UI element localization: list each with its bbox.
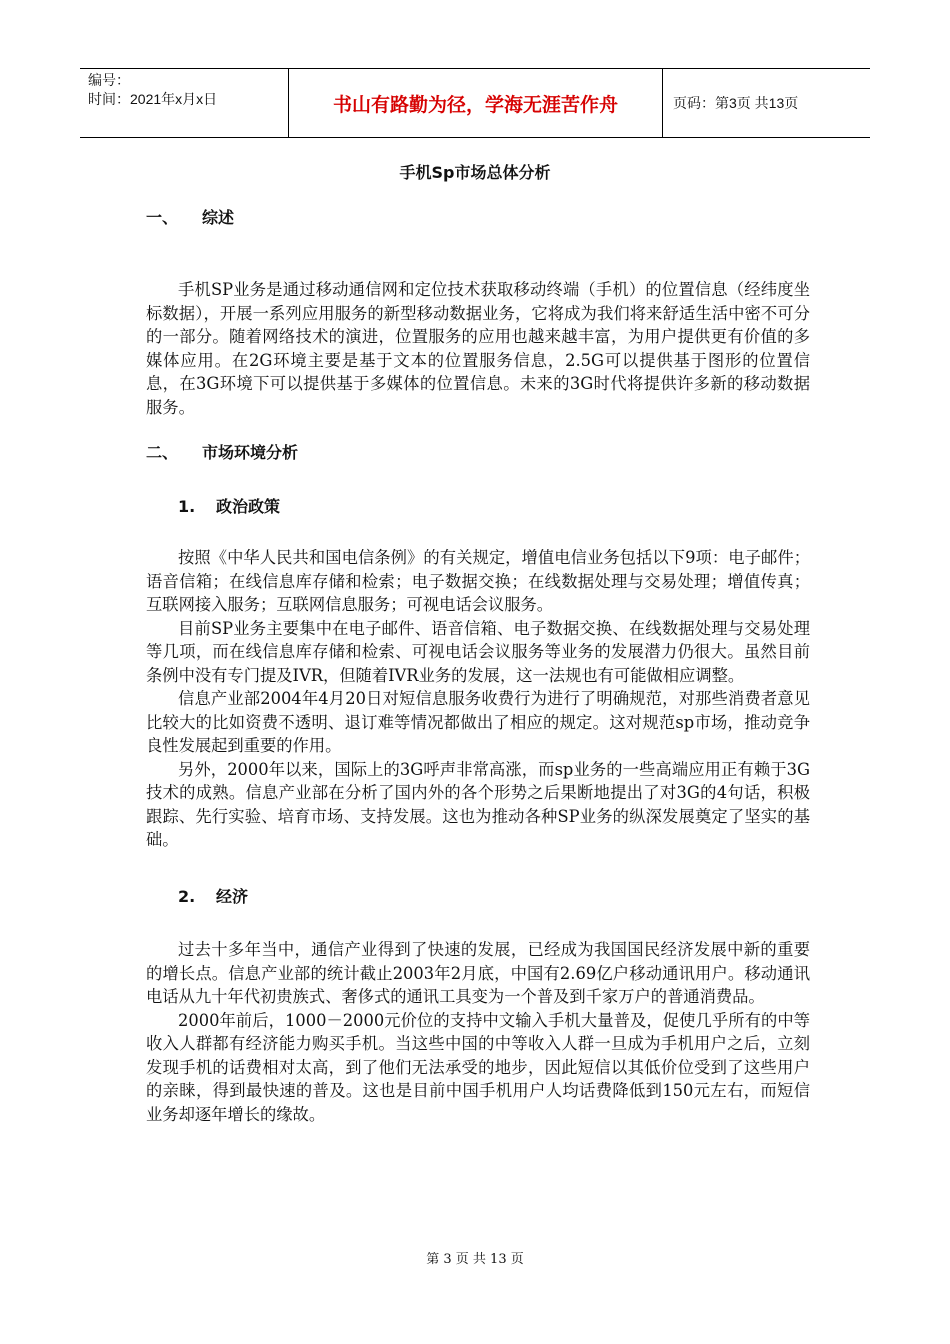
section-number: 二、 <box>146 443 179 462</box>
header-page-info: 页码：第3页 共13页 <box>673 95 799 111</box>
paragraph: 目前SP业务主要集中在电子邮件、语音信箱、电子数据交换、在线数据处理与交易处理等几项，而在线信息库存储和检索、可视电话会议服务等业务的发展潜力仍很大。虽然目前条例中没有专门提及IVR，但随着IVR业务的发展，这一法规也有可能做相应调整。 <box>146 618 810 685</box>
subsection-number: 1. <box>178 497 196 516</box>
paragraph: 2000年前后，1000－2000元价位的支持中文输入手机大量普及，促使几乎所有的中等收入人群都有经济能力购买手机。当这些中国的中等收入人群一旦成为手机用户之后，立刻发现手机的话费相对太高，到了他们无法承受的地步，因此短信以其低价位受到了这些用户的亲睐，得到最快速的普及。这也是目前中国手机用户人均话费降低到150元左右，而短信业务却逐年增长的缘故。 <box>146 1010 810 1124</box>
section-title: 市场环境分析 <box>202 443 299 462</box>
time-label: 时间：2021年x月x日 <box>88 91 218 107</box>
subsection-heading-2 <box>178 884 248 907</box>
paragraph-block-1 <box>146 278 810 419</box>
paragraph: 信息产业部2004年4月20日对短信息服务收费行为进行了明确规范，对那些消费者意见比较大的比如资费不透明、退订难等情况都做出了相应的规定。这对规范sp市场，推动竞争良性发展起到重要的作用。 <box>146 689 810 755</box>
section-number: 一、 <box>146 208 179 227</box>
subsection-title: 政治政策 <box>216 497 281 516</box>
section-heading-1 <box>146 205 234 228</box>
paragraph-block-3 <box>146 938 810 1126</box>
paragraph-block-2 <box>146 546 810 852</box>
header-left-cell <box>80 69 288 137</box>
paragraph: 另外，2000年以来，国际上的3G呼声非常高涨，而sp业务的一些高端应用正有赖于3G技术的成熟。信息产业部在分析了国内外的各个形势之后果断地提出了对3G的4句话，积极跟踪、先行实验、培育市场、支持发展。这也为推动各种SP业务的纵深发展奠定了坚实的基础。 <box>146 759 810 849</box>
page-footer: 第 3 页 共 13 页 <box>426 1252 524 1267</box>
section-heading-2 <box>146 440 298 463</box>
paragraph: 过去十多年当中，通信产业得到了快速的发展，已经成为我国国民经济发展中新的重要的增长点。信息产业部的统计截止2003年2月底，中国有2.69亿户移动通讯用户。移动通讯电话从九十年代初贵族式、奢侈式的通讯工具变为一个普及到千家万户的普通消费品。 <box>146 940 810 1006</box>
subsection-heading-1 <box>178 494 280 517</box>
header-motto: 书山有路勤为径，学海无涯苦作舟 <box>288 69 663 137</box>
document-title: 手机Sp市场总体分析 <box>399 163 551 182</box>
header-table <box>80 68 870 138</box>
subsection-number: 2. <box>178 887 196 906</box>
paragraph: 按照《中华人民共和国电信条例》的有关规定，增值电信业务包括以下9项：电子邮件；语音信箱；在线信息库存储和检索；电子数据交换；在线数据处理与交易处理；增值传真；互联网接入服务；互联网信息服务；可视电话会议服务。 <box>146 548 810 614</box>
section-title: 综述 <box>202 208 235 227</box>
paragraph: 手机SP业务是通过移动通信网和定位技术获取移动终端（手机）的位置信息（经纬度坐标数据），开展一系列应用服务的新型移动数据业务，它将成为我们将来舒适生活中密不可分的一部分。随着网络技术的演进，位置服务的应用也越来越丰富，为用户提供更有价值的多媒体应用。在2G环境主要是基于文本的位置服务信息，2.5G可以提供基于图形的位置信息，在3G环境下可以提供基于多媒体的位置信息。未来的3G时代将提供许多新的移动数据服务。 <box>146 280 810 417</box>
number-label: 编号： <box>88 72 130 88</box>
subsection-title: 经济 <box>216 887 249 906</box>
